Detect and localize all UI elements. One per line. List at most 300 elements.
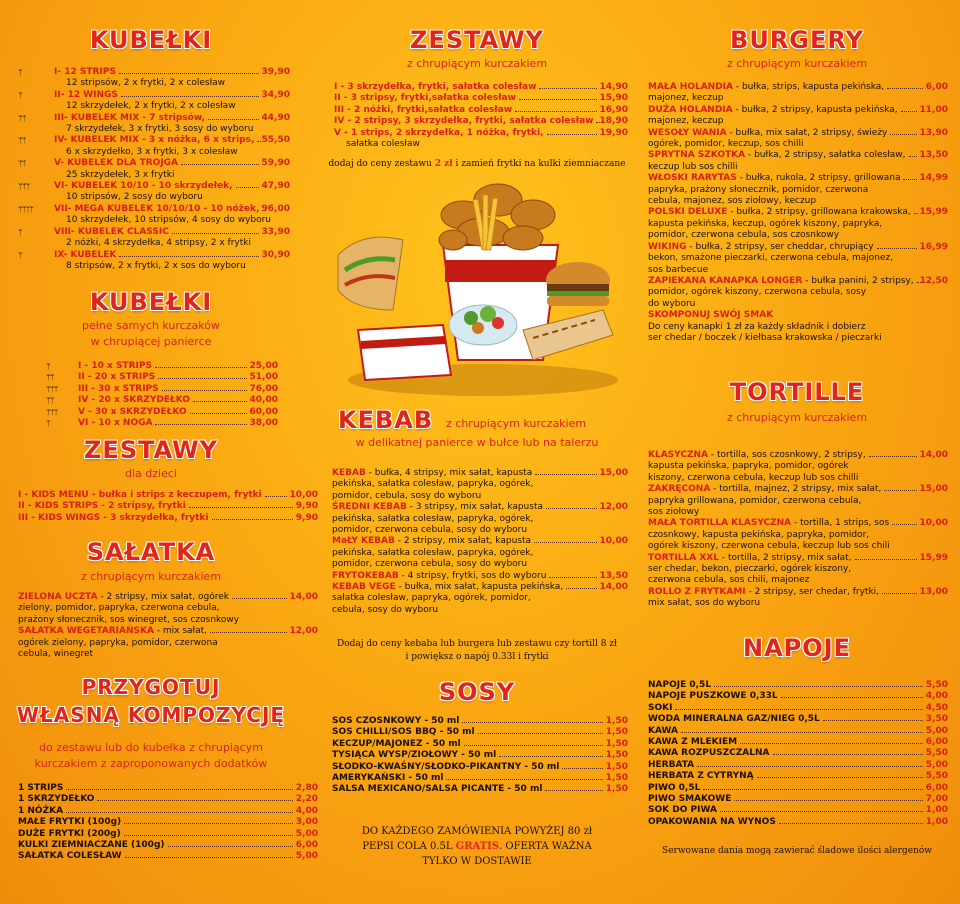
- menu-item-name: ZAKRĘCONA: [648, 484, 711, 495]
- menu-item-name: VI - 10 x NOGA: [78, 418, 153, 429]
- leader-dots: [549, 577, 597, 578]
- menu-item-description: 10 skrzydełek, 10 stripsów, 4 sosy do wyboru: [66, 215, 272, 226]
- menu-item-name: II - 3 stripsy, frytki,sałatka colesław: [334, 93, 516, 104]
- leader-dots: [545, 790, 603, 791]
- menu-item-price: 5,00: [925, 759, 948, 770]
- menu-item-name: 1 NÓŻKA: [18, 805, 64, 816]
- person-icon: ᛘᛘᛘ: [18, 182, 30, 192]
- menu-item-name: V - 30 x SKRZYDEŁKO: [78, 406, 187, 417]
- menu-item-price: 9,90: [295, 512, 318, 523]
- menu-item-description: majonez, keczup: [648, 93, 724, 104]
- leader-dots: [515, 111, 597, 112]
- leader-dots: [887, 88, 923, 89]
- menu-item: [18, 135, 290, 146]
- person-icon: ᛘᛘ: [18, 159, 26, 169]
- leader-dots: [478, 733, 603, 734]
- menu-item: [648, 714, 948, 725]
- leader-dots: [914, 213, 918, 214]
- menu-item-name: III - KIDS WINGS - 3 skrzydełka, frytki: [18, 512, 209, 523]
- kubelki2-subtitle: [6, 318, 296, 350]
- napoje-list: [648, 680, 948, 828]
- burgery-subtitle: z chrupiącym kurczakiem: [726, 57, 868, 70]
- menu-item-description: cebula, sosy do wyboru: [332, 604, 439, 615]
- leader-dots: [446, 779, 603, 780]
- menu-item-price: 9,90: [295, 501, 318, 512]
- menu-item-description: pomidor, czerwona cebula, sosy do wyboru: [332, 559, 528, 570]
- menu-item-detail: - bułka, rukola, 2 stripsy, grillowana: [736, 173, 901, 184]
- menu-item: [648, 703, 948, 714]
- person-icon: ᛘ: [46, 419, 50, 429]
- menu-item: [18, 90, 290, 101]
- kompozycja-subtitle-line: kurczakiem z zaproponowanych dodatków: [34, 757, 268, 770]
- menu-item: [648, 783, 948, 794]
- leader-dots: [890, 134, 917, 135]
- leader-dots: [703, 789, 923, 790]
- menu-item-price: 10,00: [599, 536, 628, 547]
- menu-item: [18, 829, 318, 840]
- menu-item: [46, 384, 278, 395]
- menu-item: [18, 113, 290, 124]
- menu-item-detail: - bułka, 2 stripsy, grillowana krakowska,: [727, 207, 911, 218]
- menu-item-description: sałatka colesław: [346, 139, 420, 150]
- zestawy-note-text: dodaj do ceny zestawu: [328, 159, 435, 169]
- menu-item: [18, 783, 318, 794]
- menu-item-price: 6,00: [925, 782, 948, 793]
- menu-item-price: 7,00: [925, 794, 948, 805]
- menu-item: [648, 173, 948, 184]
- menu-item-name: KAWA Z MLEKIEM: [648, 737, 738, 748]
- tortille-title: TORTILLE: [729, 378, 865, 406]
- menu-item-description: 12 skrzydełek, 2 x frytki, 2 x colesław: [66, 101, 236, 112]
- menu-item-description: 12 stripsów, 2 x frytki, 2 x colesław: [66, 78, 226, 89]
- person-icon: ᛘᛘᛘ: [46, 384, 58, 394]
- menu-item-price: 11,00: [919, 104, 948, 115]
- leader-dots: [903, 179, 917, 180]
- leader-dots: [119, 73, 259, 74]
- menu-item: [46, 407, 278, 418]
- leader-dots: [462, 722, 603, 723]
- leader-dots: [773, 754, 923, 755]
- menu-item-price: 6,00: [925, 82, 948, 92]
- salatka-list: [18, 592, 318, 660]
- menu-item-price: 4,50: [925, 702, 948, 713]
- zestawy-list: [334, 82, 628, 150]
- menu-item: [334, 93, 628, 104]
- menu-item-description: czosnkowy, kapusta pekińska, papryka, pomidor,: [648, 529, 870, 540]
- menu-item-name: MAŁE FRYTKI (100g): [18, 817, 122, 828]
- menu-item-name: IV- KUBELEK MIX - 3 x nóżka, 6 x strips,: [54, 135, 255, 146]
- menu-item: [648, 737, 948, 748]
- leader-dots: [546, 508, 597, 509]
- burgery-list: [648, 82, 948, 344]
- zestawy-note-text: i zamień frytki na kulki ziemniaczane: [452, 159, 626, 169]
- kompozycja-title-line2: WŁASNĄ KOMPOZYCJĘ: [16, 703, 286, 727]
- leader-dots: [882, 593, 917, 594]
- menu-item-price: 1,00: [925, 805, 948, 816]
- menu-item-name: SŁODKO-KWAŚNY/SŁODKO-PIKANTNY - 50 ml: [332, 761, 560, 772]
- menu-item: [18, 204, 290, 215]
- menu-item-detail: - 2 stripsy, mix sałat, ogórek: [97, 592, 229, 602]
- kubelki2-subtitle-line: w chrupiącej panierce: [90, 335, 212, 348]
- menu-item-price: 33,90: [261, 226, 290, 237]
- menu-item-name: I - 10 x STRIPS: [78, 361, 152, 371]
- leader-dots: [869, 456, 917, 457]
- menu-item-name: SAŁATKA WEGETARIAŃSKA: [18, 626, 154, 637]
- leader-dots: [781, 697, 923, 698]
- leader-dots: [566, 588, 597, 589]
- leader-dots: [535, 474, 597, 475]
- leader-dots: [519, 99, 597, 100]
- salatka-title: SAŁATKA: [86, 538, 216, 566]
- leader-dots: [119, 256, 259, 257]
- menu-item-description: sałatka colesław, papryka, ogórek, pomidor,: [332, 593, 531, 604]
- menu-item: [18, 592, 318, 603]
- leader-dots: [779, 823, 923, 824]
- leader-dots: [697, 766, 923, 767]
- menu-item: [332, 784, 628, 795]
- menu-item-price: 55,50: [261, 135, 290, 146]
- leader-dots: [210, 632, 287, 633]
- menu-item: [332, 727, 628, 738]
- menu-item-detail: - 2 stripsy, ser chedar, frytki,: [745, 586, 880, 597]
- menu-item-name: FRYTOKEBAB: [332, 570, 399, 581]
- leader-dots: [190, 413, 247, 414]
- menu-item-description: kapusta pekińska, papryka, pomidor, ogórek: [648, 461, 849, 472]
- menu-item-detail: - tortilla, majnez, 2 stripsy, mix sałat,: [710, 484, 882, 495]
- menu-item-description: cebula, winegret: [18, 649, 94, 660]
- menu-item-price: 15,90: [599, 93, 628, 104]
- person-icon: ᛘᛘ: [18, 113, 26, 123]
- menu-item-price: 44,90: [261, 112, 290, 123]
- menu-item-price: 15,99: [919, 207, 948, 218]
- menu-item-price: 1,50: [605, 784, 628, 795]
- menu-item-description: pomidor, cebula, sosy do wyboru: [332, 490, 482, 501]
- menu-item: [18, 513, 318, 524]
- menu-item-description: sos barbecue: [648, 264, 709, 275]
- menu-item: [332, 762, 628, 773]
- menu-item-name: SPRYTNA SZKOTKA: [648, 150, 746, 161]
- person-icon: ᛘ: [18, 90, 22, 100]
- menu-item-price: 6,00: [925, 737, 948, 748]
- zestawy-dzieci-subtitle: dla dzieci: [125, 467, 177, 480]
- sosy-promo-line: TYLKO W DOSTAWIE: [422, 856, 532, 867]
- menu-item-description: sos ziołowy: [648, 507, 700, 518]
- menu-item-price: 1,50: [605, 773, 628, 784]
- menu-item-detail: - bułka, strips, kapusta pekińska,: [733, 82, 885, 92]
- menu-item-name: MAŁA TORTILLA KLASYCZNA: [648, 518, 792, 529]
- leader-dots: [124, 835, 293, 836]
- menu-item-price: 15,00: [599, 468, 628, 478]
- menu-item-price: 4,00: [925, 691, 948, 702]
- menu-item-name: AMERYKAŃSKI - 50 ml: [332, 773, 444, 784]
- menu-item: [332, 536, 628, 547]
- leader-dots: [97, 800, 293, 801]
- menu-item: [648, 150, 948, 161]
- menu-item-price: 12,00: [599, 502, 628, 513]
- menu-item: [332, 571, 628, 582]
- menu-item-name: WIKING: [648, 241, 687, 252]
- sosy-promo-line: DO KAŻDEGO ZAMÓWIENIA POWYŻEJ 80 zł: [361, 826, 593, 837]
- leader-dots: [464, 745, 603, 746]
- menu-item-description: prażony słonecznik, sos winegret, sos czosnkowy: [18, 614, 240, 625]
- menu-item: [18, 840, 318, 851]
- menu-item: [648, 518, 948, 529]
- menu-item-name: 1 SKRZYDEŁKO: [18, 794, 95, 805]
- menu-item: [648, 553, 948, 564]
- menu-item: [648, 794, 948, 805]
- menu-item-name: V - 1 strips, 2 skrzydełka, 1 nóżka, frytki,: [334, 127, 544, 138]
- menu-item-price: 12,50: [919, 275, 948, 286]
- menu-item-name: III- KUBELEK MIX - 7 stripsów,: [54, 112, 206, 123]
- menu-item: [332, 502, 628, 513]
- leader-dots: [168, 846, 293, 847]
- menu-item-price: 34,90: [261, 89, 290, 100]
- menu-item-name: VII- MEGA KUBELEK 10/10/10 - 10 nóżek,: [54, 203, 260, 214]
- menu-item-name: NAPOJE 0,5L: [648, 680, 712, 690]
- menu-item-description: Do ceny kanapki 1 zł za każdy składnik i dobierz: [648, 321, 866, 332]
- menu-item-name: 1 STRIPS: [18, 783, 64, 793]
- menu-item-description: pomidor, czerwona cebula, sosy do wyboru: [332, 525, 528, 536]
- menu-item: [332, 773, 628, 784]
- menu-item-price: 40,00: [249, 395, 278, 406]
- menu-item-description: do wyboru: [648, 298, 696, 309]
- menu-item: [18, 250, 290, 261]
- leader-dots: [162, 390, 247, 391]
- menu-item-name: ROLLO Z FRYTKAMI: [648, 586, 746, 597]
- menu-item: [18, 501, 318, 512]
- leader-dots: [740, 743, 923, 744]
- sosy-promo: [326, 824, 628, 869]
- menu-item-price: 1,00: [925, 816, 948, 827]
- menu-item-price: 5,50: [925, 771, 948, 782]
- menu-item-price: 10,00: [289, 490, 318, 500]
- napoje-note: Serwowane dania mogą zawierać śladowe ilości alergenów: [662, 846, 932, 856]
- menu-item-price: 5,50: [925, 680, 948, 690]
- menu-item: [648, 450, 948, 461]
- leader-dots: [212, 519, 293, 520]
- menu-item-description: majonez, keczup: [648, 116, 724, 127]
- menu-item: [18, 158, 290, 169]
- leader-dots: [189, 507, 293, 508]
- menu-item-name: DUŻA HOLANDIA: [648, 104, 733, 115]
- kebab-note-line: Dodaj do ceny kebaba lub burgera lub zestawu czy tortill 8 zł: [337, 639, 617, 649]
- menu-item-name: SAŁATKA COLESŁAW: [18, 851, 122, 862]
- menu-item-detail: - tortilla, 1 strips, sos: [791, 518, 890, 529]
- menu-item-detail: - 2 stripsy, mix sałat, kapusta: [394, 536, 531, 547]
- menu-item: [334, 82, 628, 93]
- menu-item-detail: - tortilla, 2 stripsy, mix sałat,: [719, 552, 852, 563]
- menu-item-price: 16,99: [919, 241, 948, 252]
- kubelki2-list: [46, 361, 278, 429]
- menu-item-price: 13,90: [919, 127, 948, 138]
- menu-item-price: 1,50: [605, 750, 628, 761]
- menu-item-description: ser chedar / boczek / kiełbasa krakowska / pieczarki: [648, 332, 882, 343]
- menu-item-price: 5,50: [925, 748, 948, 759]
- person-icon: ᛘ: [18, 68, 22, 77]
- menu-item-description: pomidor, czerwona cebula, sos czosnkowy: [648, 230, 840, 241]
- menu-item-name: KULKI ZIEMNIACZANE (100g): [18, 840, 165, 851]
- menu-item-price: 14,00: [289, 592, 318, 602]
- kubelki-title: KUBEŁKI: [89, 26, 213, 54]
- menu-item-price: 1,50: [605, 727, 628, 738]
- menu-item-name: WODA MINERALNA GAZ/NIEG 0,5L: [648, 714, 820, 725]
- menu-item-detail: - 3 stripsy, mix sałat, kapusta: [406, 502, 543, 513]
- menu-item-name: WESOŁY WANIA: [648, 127, 727, 138]
- menu-item: [46, 361, 278, 372]
- menu-item-price: 1,50: [605, 716, 628, 726]
- menu-item: [18, 851, 318, 862]
- menu-item: [648, 771, 948, 782]
- tortille-list: [648, 450, 948, 610]
- menu-item-detail: - bułka, 2 stripsy, sałatka colesław,: [745, 150, 906, 161]
- menu-item-name: TORTILLA XXL: [648, 552, 719, 563]
- menu-item: [46, 418, 278, 429]
- leader-dots: [499, 756, 603, 757]
- leader-dots: [208, 119, 259, 120]
- leader-dots: [236, 187, 259, 188]
- menu-item-description: pekińska, sałatka colesław, papryka, ogórek,: [332, 547, 534, 558]
- zestawy-subtitle: z chrupiącym kurczakiem: [406, 57, 548, 70]
- tortille-subtitle: z chrupiącym kurczakiem: [726, 411, 868, 424]
- menu-item-price: 14,00: [919, 450, 948, 460]
- zestawy-note-price: 2 zł: [434, 159, 453, 169]
- menu-item-price: 51,00: [249, 372, 278, 383]
- menu-item-description: ser chedar, bekon, pieczarki, ogórek kiszony,: [648, 564, 852, 575]
- menu-item-description: zielony, pomidor, papryka, czerwona cebula,: [18, 603, 220, 614]
- leader-dots: [121, 96, 259, 97]
- menu-item: [648, 128, 948, 139]
- menu-item-description: 8 stripsów, 2 x frytki, 2 x sos do wyboru: [66, 260, 246, 271]
- leader-dots: [720, 811, 923, 812]
- menu-item-detail: - bułka, 2 stripsy, kapusta pekińska,: [732, 104, 898, 115]
- kubelki2-subtitle-line: pełne samych kurczaków: [82, 319, 220, 332]
- menu-item-name: II - 20 x STRIPS: [78, 372, 156, 383]
- menu-item: [334, 116, 628, 127]
- menu-item-price: 25,00: [249, 361, 278, 371]
- leader-dots: [547, 134, 597, 135]
- leader-dots: [855, 559, 917, 560]
- menu-item-price: 4,00: [295, 805, 318, 816]
- leader-dots: [66, 812, 293, 813]
- menu-item-price: 1,50: [605, 761, 628, 772]
- napoje-title: NAPOJE: [743, 634, 851, 662]
- menu-item-price: 38,00: [249, 418, 278, 429]
- menu-item-price: 39,90: [261, 67, 290, 77]
- leader-dots: [158, 378, 247, 379]
- person-icon: ᛘᛘ: [46, 373, 54, 383]
- menu-item-price: 19,90: [599, 127, 628, 138]
- leader-dots: [66, 789, 293, 790]
- sosy-promo-gratis: GRATIS: [455, 841, 500, 852]
- menu-item-description: pekińska, sałatka colesław, papryka, ogórek,: [332, 513, 534, 524]
- menu-item: [334, 105, 628, 116]
- leader-dots: [901, 111, 917, 112]
- leader-dots: [714, 686, 923, 687]
- menu-item: [648, 276, 948, 287]
- menu-item-price: 13,00: [919, 586, 948, 597]
- menu-item-description: 6 x skrzydełko, 3 x frytki, 3 x colesław: [66, 146, 238, 157]
- menu-item-name: TYSIĄCA WYSP/ZIOŁOWY - 50 ml: [332, 750, 497, 761]
- menu-item-name: HERBATA Z CYTRYNĄ: [648, 771, 754, 782]
- menu-item-description: papryka grillowana, pomidor, czerwona cebula,: [648, 495, 862, 506]
- kubelki-list: [18, 67, 290, 272]
- leader-dots: [193, 401, 247, 402]
- menu-item-description: 25 skrzydełek, 3 x frytki: [66, 169, 175, 180]
- menu-item-price: 10,00: [919, 518, 948, 529]
- leader-dots: [892, 524, 917, 525]
- menu-item: [332, 582, 628, 593]
- menu-item-detail: - bułka, 4 stripsy, mix sałat, kapusta: [365, 468, 533, 478]
- menu-item-name: POLSKI DELUXE: [648, 207, 728, 218]
- kebab-note-line: i powiększ o napój 0.33l i frytki: [405, 652, 549, 662]
- leader-dots: [909, 156, 917, 157]
- sosy-promo-line: [326, 839, 628, 854]
- menu-item-description: pomidor, ogórek kiszony, czerwona cebula, sosy: [648, 287, 867, 298]
- kebab-note: [326, 638, 628, 664]
- menu-item-description: 7 skrzydełek, 3 x frytki, 3 sosy do wyboru: [66, 124, 254, 135]
- menu-item-name: SOS CZOSNKOWY - 50 ml: [332, 716, 460, 726]
- menu-item: [18, 181, 290, 192]
- menu-item-price: 60,00: [249, 406, 278, 417]
- person-icon: ᛘᛘᛘᛘ: [18, 204, 34, 214]
- leader-dots: [172, 233, 259, 234]
- sosy-list: [332, 716, 628, 796]
- salatka-subtitle: z chrupiącym kurczakiem: [80, 570, 222, 583]
- menu-item-name: III - 2 nóżki, frytki,sałatka colesław: [334, 104, 513, 115]
- leader-dots: [877, 248, 917, 249]
- menu-item: [648, 484, 948, 495]
- leader-dots: [823, 720, 923, 721]
- menu-item: [18, 806, 318, 817]
- menu-item-name: DUŻE FRYTKI (200g): [18, 828, 121, 839]
- menu-item: [18, 227, 290, 238]
- menu-item: [648, 310, 948, 321]
- zestawy-title: ZESTAWY: [410, 26, 544, 54]
- menu-item-price: 5,00: [925, 725, 948, 736]
- leader-dots: [232, 598, 287, 599]
- menu-item-name: SOS CHILLI/SOS BBQ - 50 ml: [332, 727, 475, 738]
- menu-item-name: ZIELONA UCZTA: [18, 592, 98, 602]
- menu-item-detail: - bułka, mix sałat, kapusta pekińska,: [395, 582, 564, 593]
- kubelki2-title: KUBEŁKI: [89, 288, 213, 316]
- menu-item: [648, 748, 948, 759]
- menu-item-description: 2 nóżki, 4 skrzydełka, 4 stripsy, 2 x frytki: [66, 238, 251, 249]
- person-icon: ᛘ: [18, 250, 22, 260]
- menu-item: [332, 468, 628, 479]
- menu-item-name: SKOMPONUJ SWÓJ SMAK: [648, 310, 774, 321]
- menu-item-name: KLASYCZNA: [648, 450, 708, 460]
- menu-item-name: NAPOJE PUSZKOWE 0,33L: [648, 691, 778, 702]
- menu-item: [648, 242, 948, 253]
- menu-item-detail: - bułka, 2 stripsy, ser cheddar, chrupiący: [686, 241, 874, 252]
- menu-item-price: 13,50: [919, 150, 948, 161]
- leader-dots: [884, 490, 917, 491]
- leader-dots: [124, 823, 293, 824]
- menu-item-name: II - KIDS STRIPS - 2 stripsy, frytki: [18, 501, 186, 512]
- leader-dots: [181, 164, 259, 165]
- menu-item: [18, 626, 318, 637]
- menu-item-description: mix sałat, sos do wyboru: [648, 598, 761, 609]
- menu-item-name: MAŁA HOLANDIA: [648, 82, 733, 92]
- menu-item: [648, 817, 948, 828]
- menu-item-name: VI- KUBELEK 10/10 - 10 skrzydełek,: [54, 181, 233, 192]
- menu-item-detail: - tortilla, sos czosnkowy, 2 stripsy,: [707, 450, 866, 460]
- menu-item: [332, 716, 628, 727]
- menu-item-name: SOK DO PIWA: [648, 805, 717, 816]
- menu-item-name: KECZUP/MAJONEZ - 50 ml: [332, 738, 461, 749]
- leader-dots: [125, 857, 293, 858]
- person-icon: ᛘᛘ: [46, 396, 54, 406]
